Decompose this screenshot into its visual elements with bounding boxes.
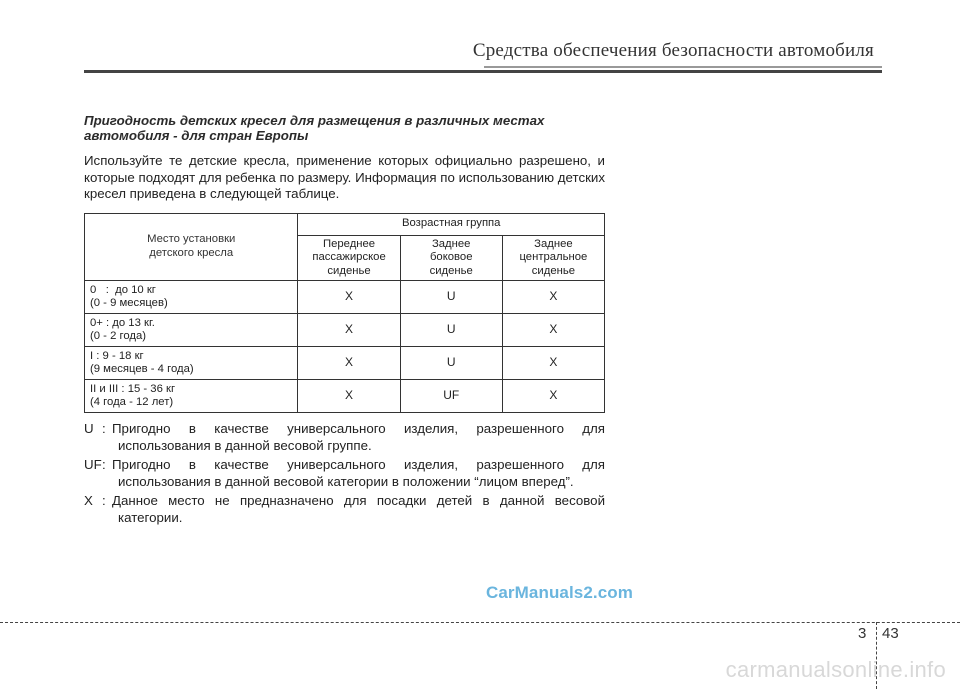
watermark-logo[interactable]: CarManuals2.com xyxy=(486,583,633,602)
legend-separator: : xyxy=(102,457,106,472)
value-cell: U xyxy=(400,314,502,347)
column-header-line: боковое xyxy=(429,251,473,263)
value-cell: X xyxy=(502,281,604,314)
table-row xyxy=(85,347,605,380)
legend-item xyxy=(84,457,605,490)
legend-key: UF xyxy=(84,457,102,472)
column-header-line: пассажирское xyxy=(312,251,386,263)
table-row xyxy=(85,281,605,314)
weight-group-cell xyxy=(85,347,298,380)
chapter-title: Средства обеспечения безопасности автомобиля xyxy=(472,40,874,61)
weight-group-cell xyxy=(85,380,298,413)
legend-key: X xyxy=(84,493,93,508)
column-header-line: Заднее xyxy=(534,237,573,250)
weight-group-label: 0+ : до 13 кг. xyxy=(90,316,155,329)
legend-item xyxy=(84,421,605,454)
legend-separator: : xyxy=(102,493,106,508)
column-header-line: Заднее xyxy=(431,237,471,250)
section-heading-line1: Пригодность детских кресел для размещения в различных местах xyxy=(84,113,545,128)
column-header-rear-outboard xyxy=(400,235,502,281)
section-heading xyxy=(84,113,605,143)
column-header-line: Переднее xyxy=(322,237,376,250)
footer-dashed-rule xyxy=(0,622,960,623)
value-cell: X xyxy=(298,347,400,380)
legend-line: использования в данной весовой группе. xyxy=(118,437,372,453)
place-header-line2: детского кресла xyxy=(149,246,234,259)
weight-group-label: I : 9 - 18 кг xyxy=(90,349,144,362)
legend-line: категории. xyxy=(118,509,183,525)
site-watermark: carmanualsonline.info xyxy=(725,657,946,682)
age-group-header: Возрастная группа xyxy=(298,213,605,235)
column-header-front-passenger xyxy=(298,235,400,281)
legend-line: Пригодно в качестве универсального изделия, разрешенного для xyxy=(112,421,605,436)
legend-item xyxy=(84,493,605,526)
legend-text xyxy=(112,421,605,454)
value-cell: X xyxy=(502,314,604,347)
column-header-rear-center xyxy=(502,235,604,281)
value-cell: U xyxy=(400,281,502,314)
legend-line: Данное место не предназначено для посадки детей в данной весовой xyxy=(112,493,605,508)
table-row xyxy=(85,380,605,413)
place-header-line1: Место установки xyxy=(147,233,236,246)
column-header-line: сиденье xyxy=(531,264,576,277)
value-cell: U xyxy=(400,347,502,380)
legend-text xyxy=(112,493,605,526)
age-range-label: (0 - 2 года) xyxy=(90,330,147,342)
legend xyxy=(84,421,605,526)
value-cell: UF xyxy=(400,380,502,413)
chapter-number: 3 xyxy=(858,625,867,642)
child-seat-table xyxy=(84,213,605,414)
value-cell: X xyxy=(298,281,400,314)
age-range-label: (9 месяцев - 4 года) xyxy=(90,363,194,375)
weight-group-label: 0 : до 10 кг xyxy=(90,283,156,296)
age-range-label: (4 года - 12 лет) xyxy=(90,396,174,408)
value-cell: X xyxy=(298,314,400,347)
value-cell: X xyxy=(502,347,604,380)
page-number: 43 xyxy=(882,625,899,642)
column-header-line: сиденье xyxy=(429,264,473,277)
legend-text xyxy=(112,457,605,490)
column-header-line: сиденье xyxy=(327,264,371,277)
legend-line: Пригодно в качестве универсального изделия, разрешенного для xyxy=(112,457,605,472)
header-rule-upper xyxy=(484,66,882,68)
place-header xyxy=(85,213,298,281)
intro-paragraph: Используйте те детские кресла, применение которых официально разрешено, и которые подходят для ребенка по размеру. Информация по использованию детских кресел приведена в следующей таблице. xyxy=(84,153,605,201)
section-heading-line2: автомобиля - для стран Европы xyxy=(84,128,309,143)
legend-line: использования в данной весовой категории в положении “лицом вперед”. xyxy=(118,473,574,489)
legend-key: U xyxy=(84,421,94,436)
value-cell: X xyxy=(502,380,604,413)
weight-group-label: II и III : 15 - 36 кг xyxy=(90,382,176,395)
main-content xyxy=(84,113,605,529)
weight-group-cell xyxy=(85,281,298,314)
weight-group-cell xyxy=(85,314,298,347)
age-range-label: (0 - 9 месяцев) xyxy=(90,297,168,309)
column-header-line: центральное xyxy=(519,251,588,263)
value-cell: X xyxy=(298,380,400,413)
header-rule xyxy=(84,70,882,73)
legend-separator: : xyxy=(102,421,106,436)
table-row xyxy=(85,314,605,347)
